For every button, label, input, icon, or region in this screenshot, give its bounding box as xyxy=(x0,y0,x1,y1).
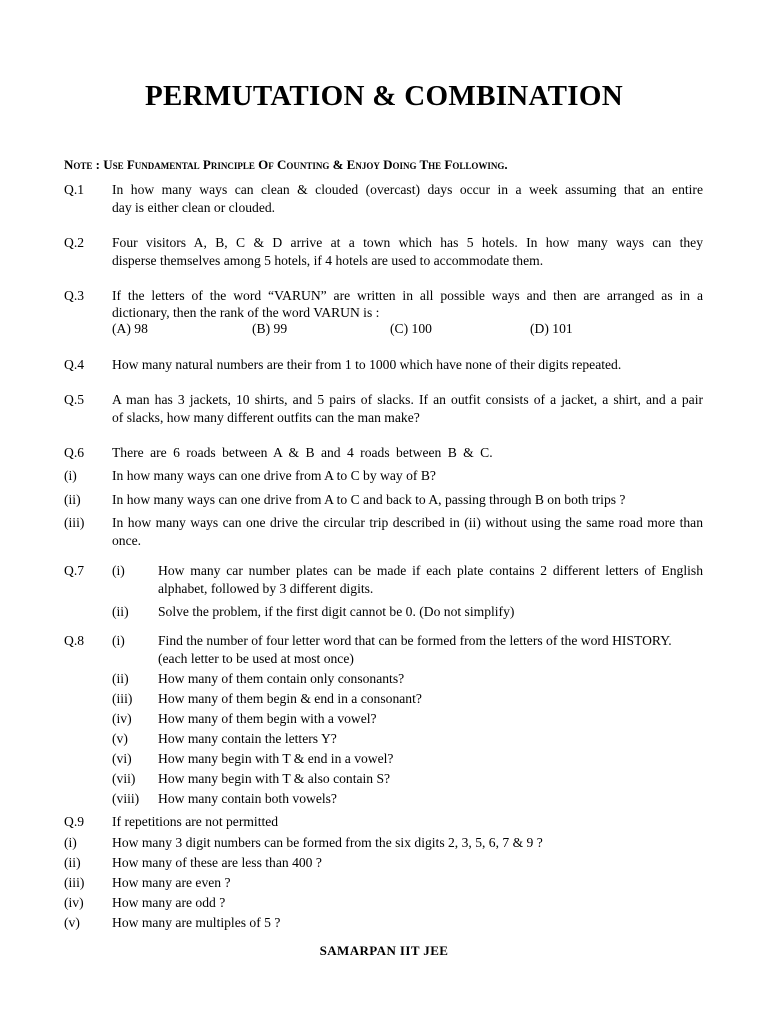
q2-text-line1: Four visitors A, B, C & D arrive at a town which has 5 hotels. In how many ways can they xyxy=(112,235,703,250)
page-title: PERMUTATION & COMBINATION xyxy=(145,80,623,112)
q7-part-label: (ii) xyxy=(112,604,129,619)
q6-part-text-cont: once. xyxy=(112,533,142,548)
q1-label: Q.1 xyxy=(64,182,85,197)
q8-part-label: (ii) xyxy=(112,671,129,686)
q9-part-text: How many are multiples of 5 ? xyxy=(112,915,281,930)
q7-part-text: How many car number plates can be made if each plate contains 2 different letters of English xyxy=(158,563,703,578)
q8-part-text: How many contain both vowels? xyxy=(158,791,337,806)
q1-text-line1: In how many ways can clean & clouded (overcast) days occur in a week assuming that an entire xyxy=(112,182,703,197)
q4-text-line1: How many natural numbers are their from 1 to 1000 which have none of their digits repeated. xyxy=(112,357,622,372)
q5-label: Q.5 xyxy=(64,392,85,407)
q3-text-line1: If the letters of the word “VARUN” are written in all possible ways and then are arranged as in a xyxy=(112,288,703,303)
q9-part-text: How many are odd ? xyxy=(112,895,226,910)
q8-part-label: (i) xyxy=(112,633,125,648)
q9-part-label: (iii) xyxy=(64,875,85,890)
q9-part-label: (v) xyxy=(64,915,80,930)
q3-option-b: (B) 99 xyxy=(252,321,288,336)
q9-part-text: How many are even ? xyxy=(112,875,231,890)
q8-part-text: How many begin with T & end in a vowel? xyxy=(158,751,394,766)
q3-label: Q.3 xyxy=(64,288,85,303)
q9-part-label: (i) xyxy=(64,835,77,850)
q6-part-text: In how many ways can one drive the circular trip described in (ii) without using the same road more than xyxy=(112,515,703,530)
q9-part-text: How many 3 digit numbers can be formed from the six digits 2, 3, 5, 6, 7 & 9 ? xyxy=(112,835,543,850)
q6-text-line1: There are 6 roads between A & B and 4 roads between B & C. xyxy=(112,445,493,460)
q7-part-label: (i) xyxy=(112,563,125,578)
q7-part-text: Solve the problem, if the first digit cannot be 0. (Do not simplify) xyxy=(158,604,515,619)
q8-part-text: How many contain the letters Y? xyxy=(158,731,337,746)
q6-part-text: In how many ways can one drive from A to C and back to A, passing through B on both trips ? xyxy=(112,492,626,507)
q8-part-text: How many of them contain only consonants? xyxy=(158,671,405,686)
q8-part-label: (vi) xyxy=(112,751,132,766)
q1-text-line2: day is either clean or clouded. xyxy=(112,200,276,215)
q9-text-line1: If repetitions are not permitted xyxy=(112,814,279,829)
q6-part-label: (i) xyxy=(64,468,77,483)
q6-part-label: (iii) xyxy=(64,515,85,530)
q6-part-text: In how many ways can one drive from A to C by way of B? xyxy=(112,468,436,483)
q9-label: Q.9 xyxy=(64,814,85,829)
q9-part-text: How many of these are less than 400 ? xyxy=(112,855,322,870)
q3-option-a: (A) 98 xyxy=(112,321,148,336)
q8-part-text: How many of them begin with a vowel? xyxy=(158,711,377,726)
q9-part-label: (ii) xyxy=(64,855,81,870)
q3-option-d: (D) 101 xyxy=(530,321,573,336)
q3-text-line2: dictionary, then the rank of the word VARUN is : xyxy=(112,305,380,320)
q8-part-label: (iii) xyxy=(112,691,133,706)
q8-part-text: How many of them begin & end in a consonant? xyxy=(158,691,422,706)
q2-label: Q.2 xyxy=(64,235,85,250)
q6-part-label: (ii) xyxy=(64,492,81,507)
q6-label: Q.6 xyxy=(64,445,85,460)
q8-part-label: (iv) xyxy=(112,711,132,726)
q2-text-line2: disperse themselves among 5 hotels, if 4 hotels are used to accommodate them. xyxy=(112,253,544,268)
q8-part-label: (vii) xyxy=(112,771,136,786)
q5-text-line2: of slacks, how many different outfits can the man make? xyxy=(112,410,420,425)
q8-part-text-cont: (each letter to be used at most once) xyxy=(158,651,354,666)
q8-label: Q.8 xyxy=(64,633,85,648)
q8-part-text: How many begin with T & also contain S? xyxy=(158,771,391,786)
q8-part-text: Find the number of four letter word that can be formed from the letters of the word HISTORY. xyxy=(158,633,672,648)
q9-part-label: (iv) xyxy=(64,895,84,910)
q8-part-label: (v) xyxy=(112,731,128,746)
footer-brand: SAMARPAN IIT JEE xyxy=(319,943,449,958)
q7-part-text-cont: alphabet, followed by 3 different digits. xyxy=(158,581,374,596)
q7-label: Q.7 xyxy=(64,563,85,578)
q3-option-c: (C) 100 xyxy=(390,321,432,336)
note-instruction: Note : Use Fundamental Principle Of Counting & Enjoy Doing The Following. xyxy=(64,157,508,172)
q8-part-label: (viii) xyxy=(112,791,140,806)
q4-label: Q.4 xyxy=(64,357,85,372)
q5-text-line1: A man has 3 jackets, 10 shirts, and 5 pairs of slacks. If an outfit consists of a jacket, a shirt, and a pair xyxy=(112,392,703,407)
